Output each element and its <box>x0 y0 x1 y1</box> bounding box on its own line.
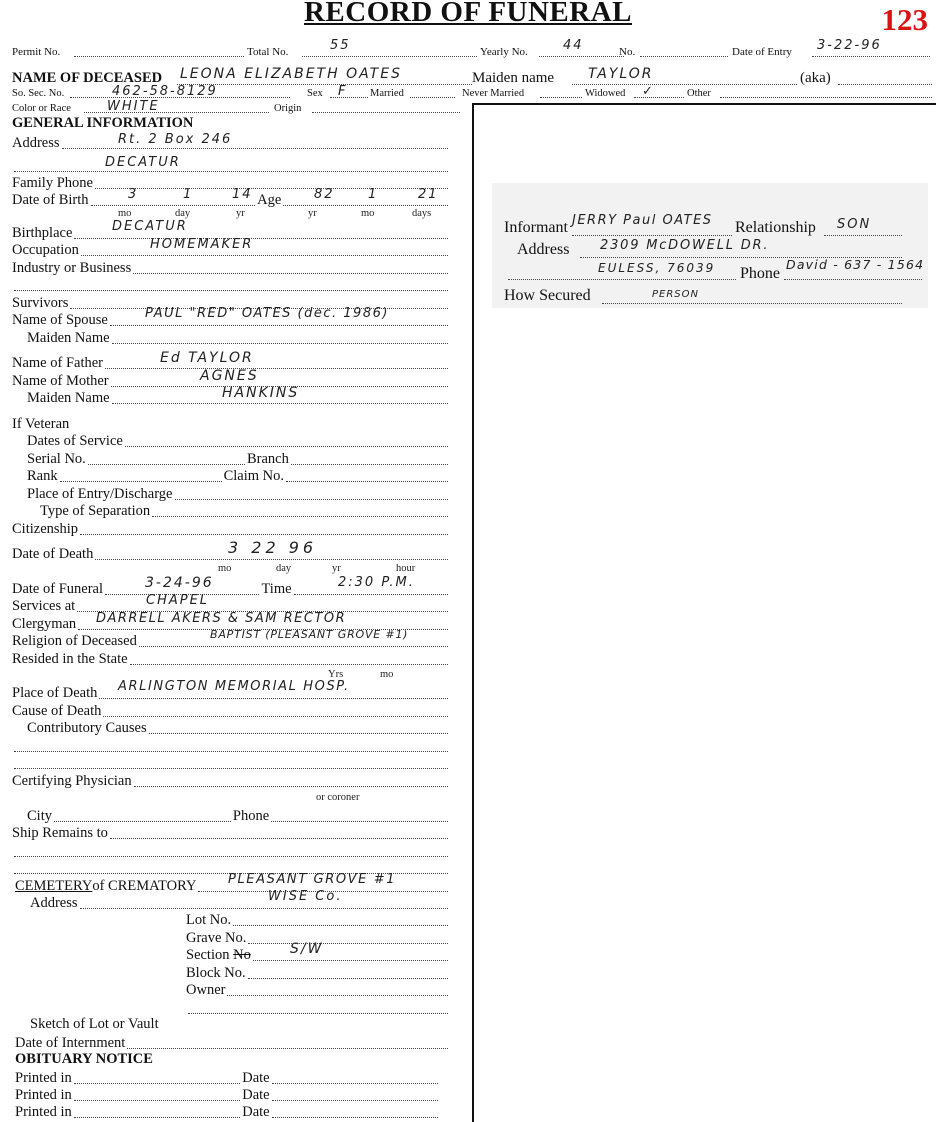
informant-phone-label: Phone <box>740 265 780 282</box>
sub-hour: hour <box>396 563 416 574</box>
spouse-maiden-row: Maiden Name <box>27 330 450 347</box>
sub-yr-2: yr <box>308 208 317 219</box>
mother-maiden-row: Maiden Name <box>27 390 450 407</box>
printed-row-2: Printed in Date <box>15 1087 440 1104</box>
color-line <box>12 99 472 116</box>
grave-row: Grave No. <box>186 930 450 947</box>
address-value: Rt. 2 Box 246 <box>118 132 233 147</box>
place-death-value: ARLINGTON MEMORIAL HOSP. <box>118 679 350 694</box>
deceased-name-value: LEONA ELIZABETH OATES <box>180 66 402 82</box>
section-row: Section No <box>186 947 450 964</box>
informant-address-value: 2309 McDOWELL DR. <box>600 238 770 253</box>
contrib-row: Contributory Causes <box>27 720 450 737</box>
printed-row-3: Printed in Date <box>15 1104 440 1121</box>
death-date-row: Date of Death <box>12 546 450 563</box>
entry-value: 3-22-96 <box>817 38 882 53</box>
industry-row: Industry or Business <box>12 260 450 277</box>
secured-label: How Secured <box>504 287 591 304</box>
general-heading: GENERAL INFORMATION <box>12 115 194 131</box>
spouse-value: PAUL "RED" OATES (dec. 1986) <box>145 306 389 321</box>
informant-phone-value: David - 637 - 1564 <box>786 257 925 272</box>
age-days: 21 <box>418 187 439 202</box>
deceased-name-label: NAME OF DECEASED <box>12 70 163 86</box>
total-label: Total No. <box>247 46 289 58</box>
mother-maiden-value: HANKINS <box>222 385 300 401</box>
father-value: Ed TAYLOR <box>160 350 254 366</box>
religion-value: BAPTIST (PLEASANT GROVE #1) <box>210 628 409 641</box>
rank-row: Rank Claim No. <box>27 468 450 485</box>
informant-label: Informant <box>504 219 568 236</box>
yearly-value: 44 <box>563 38 584 53</box>
age-yr: 82 <box>314 187 335 202</box>
mother-value: AGNES <box>200 368 259 384</box>
sub-mo: mo <box>118 208 132 219</box>
secured-value: PERSON <box>652 289 699 300</box>
sub-day: day <box>175 208 191 219</box>
informant-city-value: EULESS, 76039 <box>598 261 716 275</box>
lot-row: Lot No. <box>186 912 450 929</box>
blank-row-4 <box>12 843 450 860</box>
age-mo: 1 <box>368 187 379 202</box>
sub-yrs: Yrs <box>328 669 344 680</box>
interment-row: Date of Internment <box>15 1035 450 1052</box>
cem-address-value: WISE Co. <box>268 889 343 904</box>
address-line2-row <box>12 158 450 175</box>
ship-row: Ship Remains to <box>12 825 450 842</box>
religion-row: Religion of Deceased <box>12 633 450 650</box>
relationship-label: Relationship <box>735 219 816 236</box>
sub-days: days <box>412 208 432 219</box>
serial-row: Serial No. Branch <box>27 451 450 468</box>
blank-row-3 <box>12 755 450 772</box>
informant-address-label: Address <box>517 241 570 258</box>
address-row: Address <box>12 135 450 152</box>
dob-yr: 14 <box>232 187 253 202</box>
separation-row: Type of Separation <box>40 503 450 520</box>
informant-value: JERRY Paul OATES <box>572 213 713 228</box>
column-divider <box>472 103 474 1122</box>
cause-row: Cause of Death <box>12 703 450 720</box>
other-label: Other <box>687 88 711 99</box>
cemetery-value: PLEASANT GROVE #1 <box>228 872 397 887</box>
top-line <box>12 38 932 60</box>
sub-mo-3: mo <box>218 563 232 574</box>
never-married-label: Never Married <box>462 88 525 99</box>
blank-row-6 <box>186 1000 450 1017</box>
sub-yr-3: yr <box>332 563 341 574</box>
yearly-label: Yearly No. <box>480 46 528 58</box>
widowed-value: ✓ <box>642 84 655 99</box>
box-top-border <box>472 103 936 105</box>
cem-address-row: Address <box>30 895 450 912</box>
relationship-value: SON <box>837 217 872 232</box>
section-value: S/W <box>290 941 324 957</box>
citizenship-row: Citizenship <box>12 521 450 538</box>
time-value: 2:30 P.M. <box>338 575 415 590</box>
sub-mo-4: mo <box>380 669 394 680</box>
sub-yr: yr <box>236 208 245 219</box>
place-death-row: Place of Death <box>12 685 450 702</box>
services-row: Services at <box>12 598 450 615</box>
color-label: Color or Race <box>12 103 71 114</box>
maiden-value: TAYLOR <box>588 66 654 82</box>
funeral-value: 3-24-96 <box>145 575 214 591</box>
dob-row: Date of Birth Age <box>12 192 450 209</box>
entry-discharge-row: Place of Entry/Discharge <box>27 486 450 503</box>
origin-label: Origin <box>274 103 302 114</box>
occupation-value: HOMEMAKER <box>150 237 254 252</box>
block-row: Block No. <box>186 965 450 982</box>
service-dates-row: Dates of Service <box>27 433 450 450</box>
permit-label: Permit No. <box>12 46 61 58</box>
coroner-label: or coroner <box>316 792 360 803</box>
entry-label: Date of Entry <box>732 46 792 58</box>
sub-day-2: day <box>276 563 292 574</box>
sketch-label: Sketch of Lot or Vault <box>30 1016 159 1032</box>
mother-row: Name of Mother <box>12 373 450 390</box>
resided-row: Resided in the State <box>12 651 450 668</box>
services-value: CHAPEL <box>146 593 210 608</box>
widowed-label: Widowed <box>585 88 626 99</box>
birthplace-value: DECATUR <box>112 219 188 234</box>
occupation-row: Occupation <box>12 242 450 259</box>
printed-row-1: Printed in Date <box>15 1070 440 1087</box>
survivors-row: Survivors <box>12 295 450 312</box>
informant-box <box>492 183 928 308</box>
blank-row-2 <box>12 738 450 755</box>
clergyman-value: DARRELL AKERS & SAM RECTOR <box>96 611 347 626</box>
family-phone-row: Family Phone <box>12 175 450 192</box>
obit-heading: OBITUARY NOTICE <box>15 1051 153 1067</box>
maiden-label: Maiden name <box>472 70 555 86</box>
cemetery-row: CEMETERY of CREMATORY <box>15 878 450 895</box>
sex-value: F <box>338 84 348 99</box>
sex-label: Sex <box>307 88 323 99</box>
city-phone-row: City Phone <box>27 808 450 825</box>
aka-label: (aka) <box>800 70 831 86</box>
father-row: Name of Father <box>12 355 450 372</box>
funeral-row: Date of Funeral Time <box>12 581 450 598</box>
married-label: Married <box>370 88 404 99</box>
ssn-value: 462-58-8129 <box>112 84 218 99</box>
ssn-label: So. Sec. No. <box>12 88 65 99</box>
spouse-row: Name of Spouse <box>12 312 450 329</box>
total-value: 55 <box>330 38 351 53</box>
dob-day: 1 <box>183 187 194 202</box>
physician-row: Certifying Physician <box>12 773 450 790</box>
page-title: RECORD OF FUNERAL <box>303 0 633 28</box>
dob-mo: 3 <box>128 187 139 202</box>
blank-row-1 <box>12 277 450 294</box>
death-date-value: 3 22 96 <box>228 538 318 557</box>
address-line2-value: DECATUR <box>105 155 181 170</box>
owner-row: Owner <box>186 982 450 999</box>
veteran-label: If Veteran <box>12 416 70 432</box>
no-label: No. <box>619 46 636 58</box>
color-value: WHITE <box>107 99 160 114</box>
record-number: 123 <box>881 2 928 37</box>
birthplace-row: Birthplace <box>12 225 450 242</box>
sub-mo-2: mo <box>361 208 375 219</box>
clergyman-row: Clergyman <box>12 616 450 633</box>
